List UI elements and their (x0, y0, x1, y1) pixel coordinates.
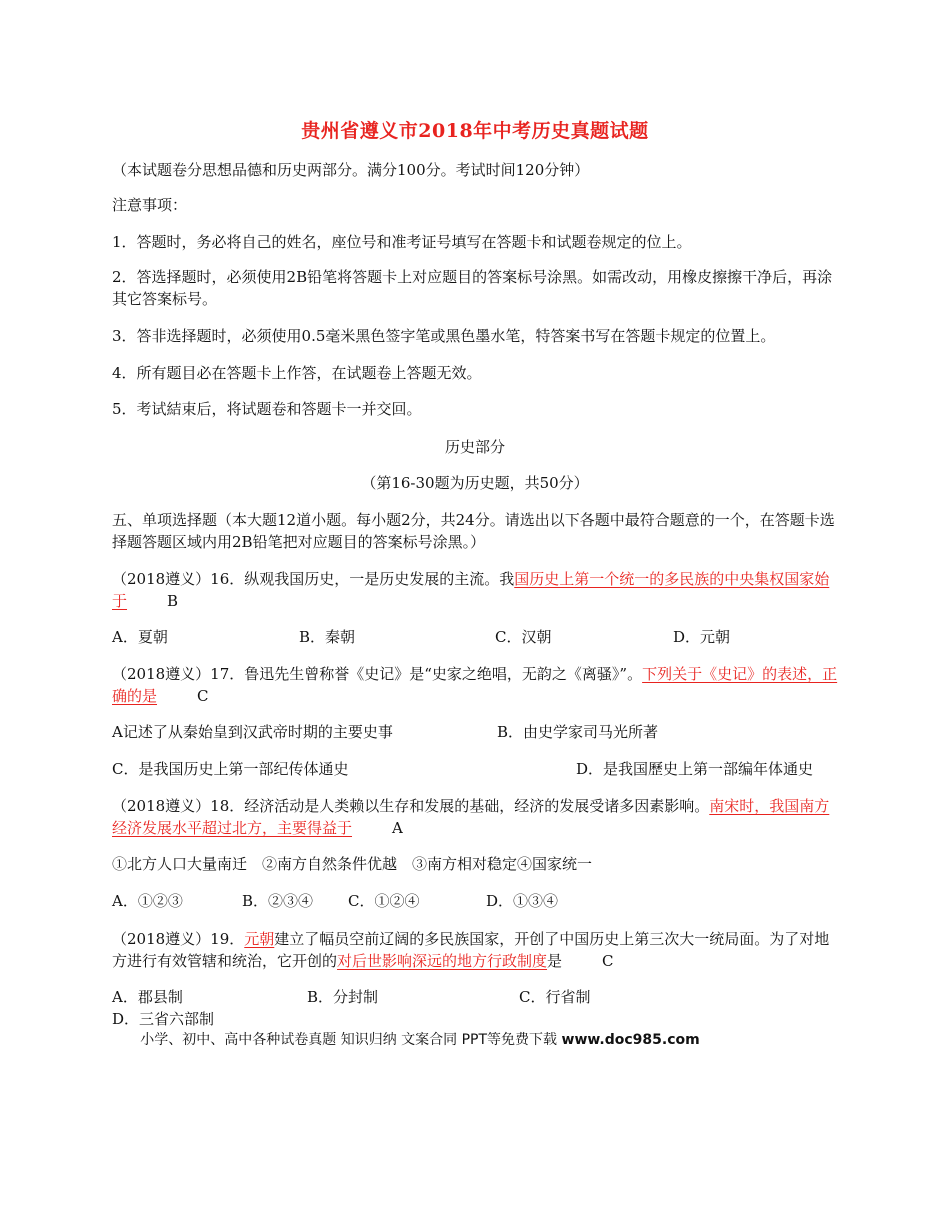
notice-item: 1．答题时，务必将自己的姓名，座位号和准考证号填写在答题卡和试题卷规定的位上。 (112, 233, 692, 251)
question-key-phrase: 南宋时，我国南方经济发展水平超过北方，主要得益于 (112, 797, 830, 837)
option: A．郡县制 (112, 988, 183, 1006)
part-heading: 五、单项选择题（本大题12道小题。每小题2分，共24分。请选出以下各题中最符合题意的一个，在答题卡选择题答题区域内用2B铅笔把对应题目的答案标号涂黑。） (112, 511, 835, 551)
question-18-statements: ①北方人口大量南迁 ②南方自然条件优越 ③南方相对稳定④国家统一 (112, 855, 593, 873)
question-stem: （2018遵义）18．经济活动是人类赖以生存和发展的基础，经济的发展受诸多因素影响。 (112, 797, 710, 815)
question-stem-continued: 建立了幅员空前辽阔的多民族国家，开创了中国历史上第三次大一统局面。为了对地方进行有效管辖和统治，它开创的 (112, 930, 830, 970)
intro-text: （本试题卷分思想品德和历史两部分。满分100分。考试时间120分钟） (112, 161, 590, 179)
question-19 (112, 928, 838, 972)
question-18 (112, 795, 838, 839)
footer-text: 小学、初中、高中各种试卷真题 知识归纳 文案合同 PPT等免费下载 (140, 1032, 558, 1048)
question-16 (112, 568, 838, 612)
option: D．是我国歷史上第一部编年体通史 (576, 760, 814, 778)
question-answer: C (602, 952, 614, 970)
option: A．①②③ (112, 892, 183, 910)
page-footer (0, 1029, 840, 1049)
notice-heading: 注意事项： (112, 196, 188, 214)
option: D．元朝 (673, 628, 731, 646)
question-answer: A (392, 819, 403, 837)
option: B．秦朝 (299, 628, 356, 646)
option: B．②③④ (242, 892, 314, 910)
notice-item: 5．考试結束后，将试题卷和答题卡一并交回。 (112, 400, 422, 418)
option: A记述了从秦始皇到汉武帝时期的主要史事 (112, 723, 393, 741)
option: C．①②④ (348, 892, 420, 910)
option: B．分封制 (307, 988, 379, 1006)
option: C．汉朝 (495, 628, 552, 646)
question-17 (112, 663, 838, 707)
notice-item: 2．答选择题时，必须使用2B铅笔将答题卡上对应题目的答案标号涂黑。如需改动，用橡皮擦擦干净后，再涂其它答案标号。 (112, 268, 833, 308)
question-key-phrase: 下列关于《史记》的表述，正确的是 (112, 665, 838, 705)
option: A．夏朝 (112, 628, 168, 646)
section-title: 历史部分 (444, 438, 505, 456)
question-key-phrase: 元朝 (244, 930, 275, 948)
question-stem-end: 是 (547, 952, 563, 970)
question-stem: （2018遵义）16．纵观我国历史，一是历史发展的主流。我 (112, 570, 515, 588)
option: D．三省六部制 (112, 1010, 215, 1028)
question-answer: C (197, 687, 209, 705)
question-stem: （2018遵义）17．鲁迅先生曾称誉《史记》是“史家之绝唱，无韵之《离骚》”。 (112, 665, 643, 683)
question-key-phrase: 国历史上第一个统一的多民族的中央集权国家始于 (112, 570, 830, 610)
footer-link[interactable]: www.doc985.com (561, 1032, 700, 1048)
question-answer: B (167, 592, 179, 610)
option: C．行省制 (519, 988, 591, 1006)
option: C．是我国历史上第一部纪传体通史 (112, 760, 349, 778)
section-subtitle: （第16-30题为历史题，共50分） (361, 474, 589, 492)
question-key-phrase-2: 对后世影响深远的地方行政制度 (337, 952, 548, 970)
notice-item: 3．答非选择题时，必须使用0.5毫米黑色签字笔或黑色墨水笔，特答案书写在答题卡规定的位置上。 (112, 327, 776, 345)
option: B．由史学家司马光所著 (497, 723, 659, 741)
question-stem: （2018遵义）19． (112, 930, 245, 948)
document-title: 贵州省遵义市2018年中考历史真题试题 (301, 120, 649, 142)
option: D．①③④ (486, 892, 559, 910)
notice-item: 4．所有题目必在答题卡上作答，在试题卷上答题无效。 (112, 364, 482, 382)
